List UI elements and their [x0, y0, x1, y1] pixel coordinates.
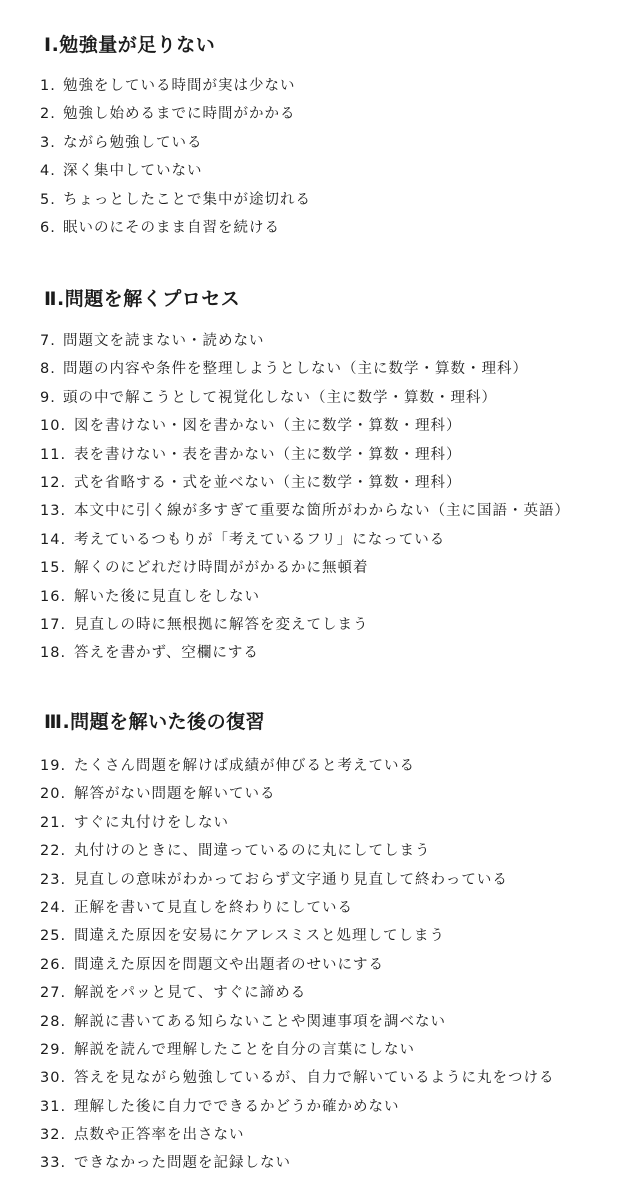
- list-item: [0, 100, 636, 128]
- list-item: [0, 1008, 636, 1036]
- item-text: ながら勉強している: [63, 134, 203, 151]
- list-item: [0, 809, 636, 837]
- item-number: 12.: [40, 474, 67, 491]
- list-item: [0, 412, 636, 440]
- section-heading: Ⅲ.問題を解いた後の復習: [44, 711, 266, 733]
- item-number: 17.: [40, 616, 67, 633]
- item-number: 2.: [40, 106, 56, 123]
- item-text: 図を書けない・図を書かない（主に数学・算数・理科）: [74, 418, 462, 435]
- list-item: [0, 1093, 636, 1121]
- item-text: 問題文を読まない・読めない: [63, 333, 265, 349]
- item-text: ちょっとしたことで集中が途切れる: [63, 191, 311, 208]
- list-item: [0, 384, 636, 412]
- item-number: 26.: [40, 956, 67, 973]
- list-item: [0, 1064, 636, 1092]
- item-text: 頭の中で解こうとして視覚化しない（主に数学・算数・理科）: [63, 389, 497, 406]
- list-item: [0, 72, 636, 100]
- list-item: [0, 951, 636, 979]
- item-text: 丸付けのときに、間違っているのに丸にしてしまう: [74, 843, 431, 860]
- item-text: 正解を書いて見直しを終わりにしている: [74, 899, 353, 916]
- item-number: 14.: [40, 531, 67, 548]
- item-number: 33.: [40, 1155, 67, 1172]
- list-item: [0, 1121, 636, 1149]
- item-number: 1.: [40, 78, 56, 94]
- item-number: 9.: [40, 389, 56, 406]
- list-item: [0, 979, 636, 1007]
- item-text: 答えを見ながら勉強しているが、自力で解いているように丸をつける: [74, 1070, 555, 1087]
- item-number: 19.: [40, 758, 67, 774]
- item-text: 解くのにどれだけ時間ががかるかに無頓着: [74, 560, 369, 577]
- list-item: [0, 639, 636, 667]
- item-number: 29.: [40, 1041, 67, 1058]
- list-item: [0, 866, 636, 894]
- item-number: 5.: [40, 191, 56, 208]
- item-number: 3.: [40, 134, 56, 151]
- list-item: [0, 554, 636, 582]
- item-text: 勉強をしている時間が実は少ない: [63, 78, 296, 94]
- item-number: 23.: [40, 871, 67, 888]
- list-item: [0, 186, 636, 214]
- item-number: 10.: [40, 418, 67, 435]
- list-item: [0, 922, 636, 950]
- list-item: [0, 611, 636, 639]
- list-item: [0, 894, 636, 922]
- section-heading: Ⅱ.問題を解くプロセス: [44, 288, 241, 310]
- item-number: 28.: [40, 1013, 67, 1030]
- item-text: 間違えた原因を問題文や出題者のせいにする: [74, 956, 384, 973]
- list-item: [0, 752, 636, 780]
- item-number: 4.: [40, 163, 56, 180]
- item-number: 20.: [40, 786, 67, 803]
- item-number: 25.: [40, 928, 67, 945]
- item-number: 32.: [40, 1127, 67, 1144]
- item-text: 答えを書かず、空欄にする: [74, 645, 259, 662]
- item-number: 31.: [40, 1098, 67, 1115]
- item-text: たくさん問題を解けば成績が伸びると考えている: [74, 758, 415, 774]
- item-number: 30.: [40, 1070, 67, 1087]
- item-text: 本文中に引く線が多すぎて重要な箇所がわからない（主に国語・英語）: [74, 503, 570, 520]
- list-item: [0, 355, 636, 383]
- item-number: 16.: [40, 588, 67, 605]
- item-number: 8.: [40, 361, 56, 378]
- item-text: 眠いのにそのまま自習を続ける: [63, 219, 280, 236]
- item-text: 解説を読んで理解したことを自分の言葉にしない: [74, 1041, 415, 1058]
- list-item: [0, 837, 636, 865]
- list-item: [0, 157, 636, 185]
- item-number: 11.: [40, 446, 67, 463]
- item-number: 22.: [40, 843, 67, 860]
- list-item: [0, 583, 636, 611]
- list-item: [0, 497, 636, 525]
- item-text: 式を省略する・式を並べない（主に数学・算数・理科）: [74, 474, 462, 491]
- list-item: [0, 780, 636, 808]
- item-text: 考えているつもりが「考えているフリ」になっている: [74, 531, 446, 548]
- item-number: 13.: [40, 503, 67, 520]
- item-list: [0, 752, 636, 1178]
- item-text: 点数や正答率を出さない: [74, 1127, 245, 1144]
- list-item: [0, 441, 636, 469]
- section-heading: Ⅰ.勉強量が足りない: [44, 34, 216, 56]
- item-text: 深く集中していない: [63, 163, 203, 180]
- item-text: 解いた後に見直しをしない: [74, 588, 260, 605]
- item-text: 解説をパッと見て、すぐに諦める: [74, 985, 307, 1002]
- item-text: 見直しの時に無根拠に解答を変えてしまう: [74, 616, 369, 633]
- list-item: [0, 469, 636, 497]
- item-number: 7.: [40, 333, 56, 349]
- item-text: 解答がない問題を解いている: [74, 786, 276, 803]
- item-number: 18.: [40, 645, 67, 662]
- list-item: [0, 327, 636, 355]
- item-text: すぐに丸付けをしない: [74, 814, 229, 831]
- item-text: 勉強し始めるまでに時間がかかる: [63, 106, 296, 123]
- item-list: [0, 72, 636, 242]
- item-text: 表を書けない・表を書かない（主に数学・算数・理科）: [74, 446, 462, 463]
- list-item: [0, 214, 636, 242]
- item-list: [0, 327, 636, 668]
- item-text: 問題の内容や条件を整理しようとしない（主に数学・算数・理科）: [63, 361, 528, 378]
- item-text: 見直しの意味がわかっておらず文字通り見直して終わっている: [74, 871, 508, 888]
- list-item: [0, 1036, 636, 1064]
- item-number: 21.: [40, 814, 67, 831]
- item-number: 6.: [40, 219, 56, 236]
- list-item: [0, 1149, 636, 1177]
- list-item: [0, 129, 636, 157]
- item-number: 15.: [40, 560, 67, 577]
- item-number: 27.: [40, 985, 67, 1002]
- item-text: 解説に書いてある知らないことや関連事項を調べない: [74, 1013, 446, 1030]
- item-text: 理解した後に自力でできるかどうか確かめない: [74, 1098, 400, 1115]
- item-number: 24.: [40, 899, 67, 916]
- item-text: できなかった問題を記録しない: [74, 1155, 291, 1172]
- list-item: [0, 526, 636, 554]
- item-text: 間違えた原因を安易にケアレスミスと処理してしまう: [74, 928, 445, 945]
